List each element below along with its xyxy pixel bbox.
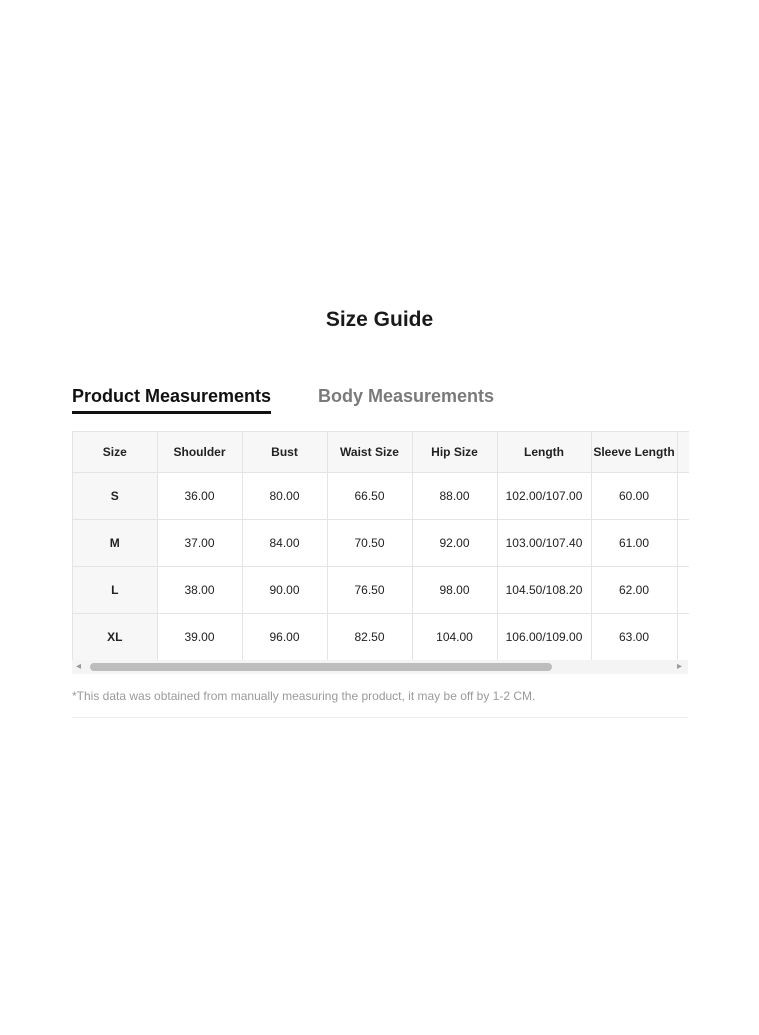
table-cell-size: M [73, 520, 157, 567]
table-row [73, 473, 689, 520]
size-table [73, 431, 689, 660]
measurement-tabs [72, 386, 532, 416]
table-cell: 76.50 [327, 567, 412, 614]
table-row [73, 567, 689, 614]
table-cell: 106.00/109.00 [497, 614, 591, 661]
table-cell-size: XL [73, 614, 157, 661]
column-header-waist-size: Waist Size [327, 432, 412, 473]
table-cell: 60.00 [591, 473, 677, 520]
table-cell: 104.50/108.20 [497, 567, 591, 614]
table-cell: 96.00 [242, 614, 327, 661]
scroll-right-arrow-icon[interactable]: ▸ [676, 661, 682, 672]
table-cell: 39.00 [157, 614, 242, 661]
table-cell: 104.00 [412, 614, 497, 661]
table-cell-overflow [677, 567, 689, 614]
column-header-overflow [677, 432, 689, 473]
table-cell: 92.00 [412, 520, 497, 567]
size-table-container[interactable] [72, 431, 689, 660]
column-header-bust: Bust [242, 432, 327, 473]
scroll-left-arrow-icon[interactable]: ◂ [76, 661, 82, 672]
tab-body-measurements[interactable]: Body Measurements [318, 386, 495, 406]
table-cell: 36.00 [157, 473, 242, 520]
table-cell: 66.50 [327, 473, 412, 520]
table-cell: 88.00 [412, 473, 497, 520]
table-cell: 98.00 [412, 567, 497, 614]
column-header-shoulder: Shoulder [157, 432, 242, 473]
table-cell: 102.00/107.00 [497, 473, 591, 520]
page-title: Size Guide [325, 308, 434, 331]
table-cell: 38.00 [157, 567, 242, 614]
column-header-length: Length [497, 432, 591, 473]
column-header-hip-size: Hip Size [412, 432, 497, 473]
table-cell-overflow [677, 473, 689, 520]
table-row [73, 614, 689, 661]
table-cell: 37.00 [157, 520, 242, 567]
column-header-size: Size [73, 432, 157, 473]
measurement-disclaimer: *This data was obtained from manually measuring the product, it may be off by 1-2 CM. [72, 689, 536, 703]
table-cell: 90.00 [242, 567, 327, 614]
table-cell-overflow [677, 520, 689, 567]
table-cell: 62.00 [591, 567, 677, 614]
table-cell-size: S [73, 473, 157, 520]
divider [72, 717, 688, 718]
table-cell: 70.50 [327, 520, 412, 567]
table-header-row [73, 432, 689, 473]
table-cell: 103.00/107.40 [497, 520, 591, 567]
table-cell: 84.00 [242, 520, 327, 567]
table-cell-overflow [677, 614, 689, 661]
scrollbar-thumb[interactable] [90, 663, 552, 671]
tab-product-measurements[interactable]: Product Measurements [72, 386, 271, 414]
column-header-sleeve-length: Sleeve Length [591, 432, 677, 473]
horizontal-scrollbar[interactable] [72, 660, 688, 674]
table-row [73, 520, 689, 567]
table-cell-size: L [73, 567, 157, 614]
table-cell: 80.00 [242, 473, 327, 520]
table-cell: 61.00 [591, 520, 677, 567]
table-cell: 63.00 [591, 614, 677, 661]
table-cell: 82.50 [327, 614, 412, 661]
